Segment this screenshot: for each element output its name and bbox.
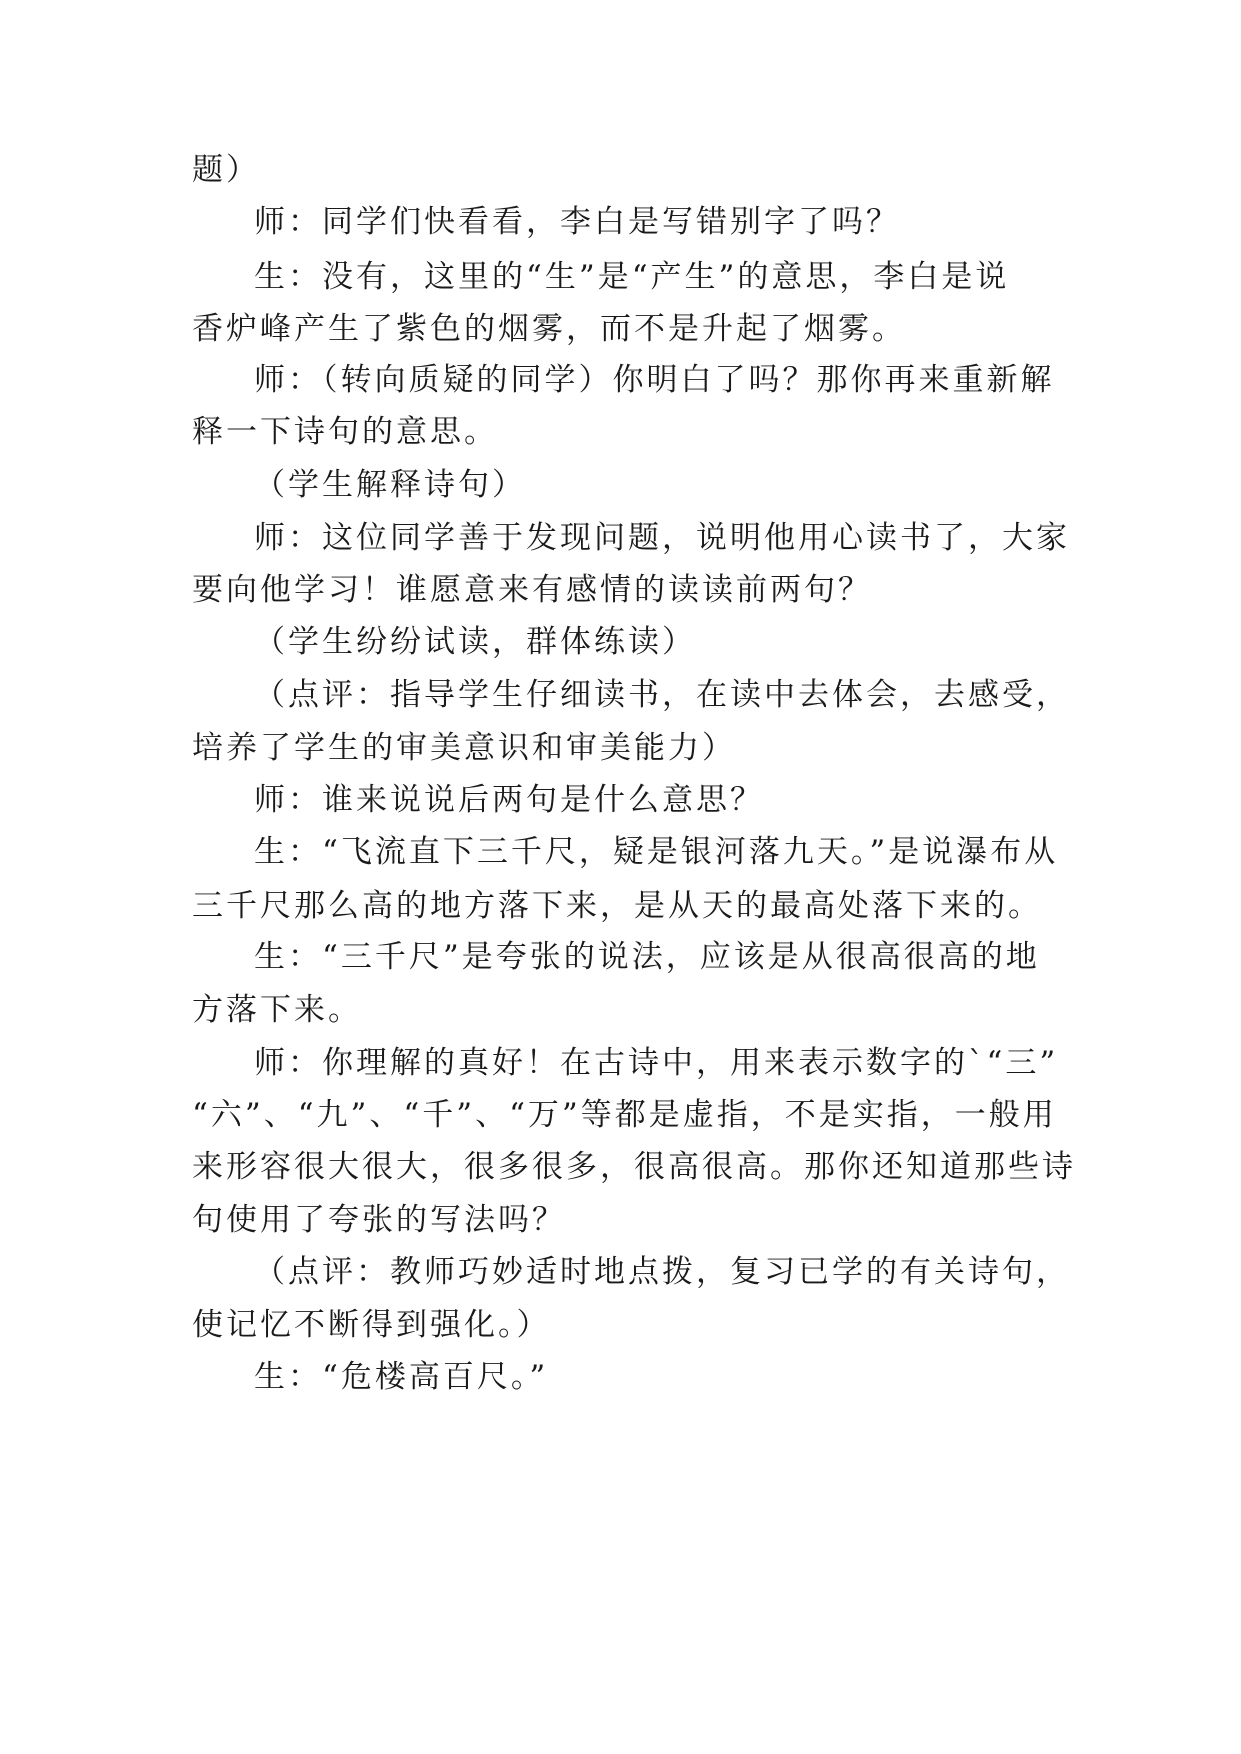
- text-line: 生：“危楼高百尺。”: [254, 1359, 549, 1395]
- text-line: 方落下来。: [192, 992, 362, 1028]
- text-line: 生：没有，这里的“生”是“产生”的意思，李白是说: [254, 259, 1010, 295]
- text-line: 师：你理解的真好！在古诗中，用来表示数字的`“三”: [254, 1045, 1059, 1081]
- text-line: 培养了学生的审美意识和审美能力）: [192, 730, 736, 766]
- text-line: 句使用了夸张的写法吗？: [192, 1202, 566, 1238]
- text-line: 生：“三千尺”是夸张的说法，应该是从很高很高的地: [254, 939, 1040, 975]
- text-line: （点评：教师巧妙适时地点拨，复习已学的有关诗句，: [254, 1254, 1070, 1290]
- text-line: （点评：指导学生仔细读书，在读中去体会，去感受，: [254, 677, 1070, 713]
- text-line: 师：（转向质疑的同学）你明白了吗？那你再来重新解: [254, 362, 1055, 398]
- text-line: 香炉峰产生了紫色的烟雾，而不是升起了烟雾。: [192, 311, 906, 347]
- text-line: “六”、“九”、“千”、“万”等都是虚指，不是实指，一般用: [192, 1097, 1057, 1133]
- text-line: （学生解释诗句）: [254, 467, 526, 503]
- text-line: 题）: [192, 152, 260, 188]
- text-line: 三千尺那么高的地方落下来，是从天的最高处落下来的。: [192, 888, 1042, 924]
- text-line: 师：这位同学善于发现问题，说明他用心读书了，大家: [254, 520, 1070, 556]
- text-line: 来形容很大很大，很多很多，很高很高。那你还知道那些诗: [192, 1149, 1076, 1185]
- text-line: 要向他学习！谁愿意来有感情的读读前两句？: [192, 572, 872, 608]
- text-line: 使记忆不断得到强化。）: [192, 1307, 551, 1343]
- text-line: 释一下诗句的意思。: [192, 414, 498, 450]
- text-line: （学生纷纷试读，群体练读）: [254, 624, 696, 660]
- text-line: 师：同学们快看看，李白是写错别字了吗？: [254, 204, 900, 240]
- text-line: 生：“飞流直下三千尺，疑是银河落九天。”是说瀑布从: [254, 834, 1059, 870]
- text-line: 师：谁来说说后两句是什么意思？: [254, 782, 764, 818]
